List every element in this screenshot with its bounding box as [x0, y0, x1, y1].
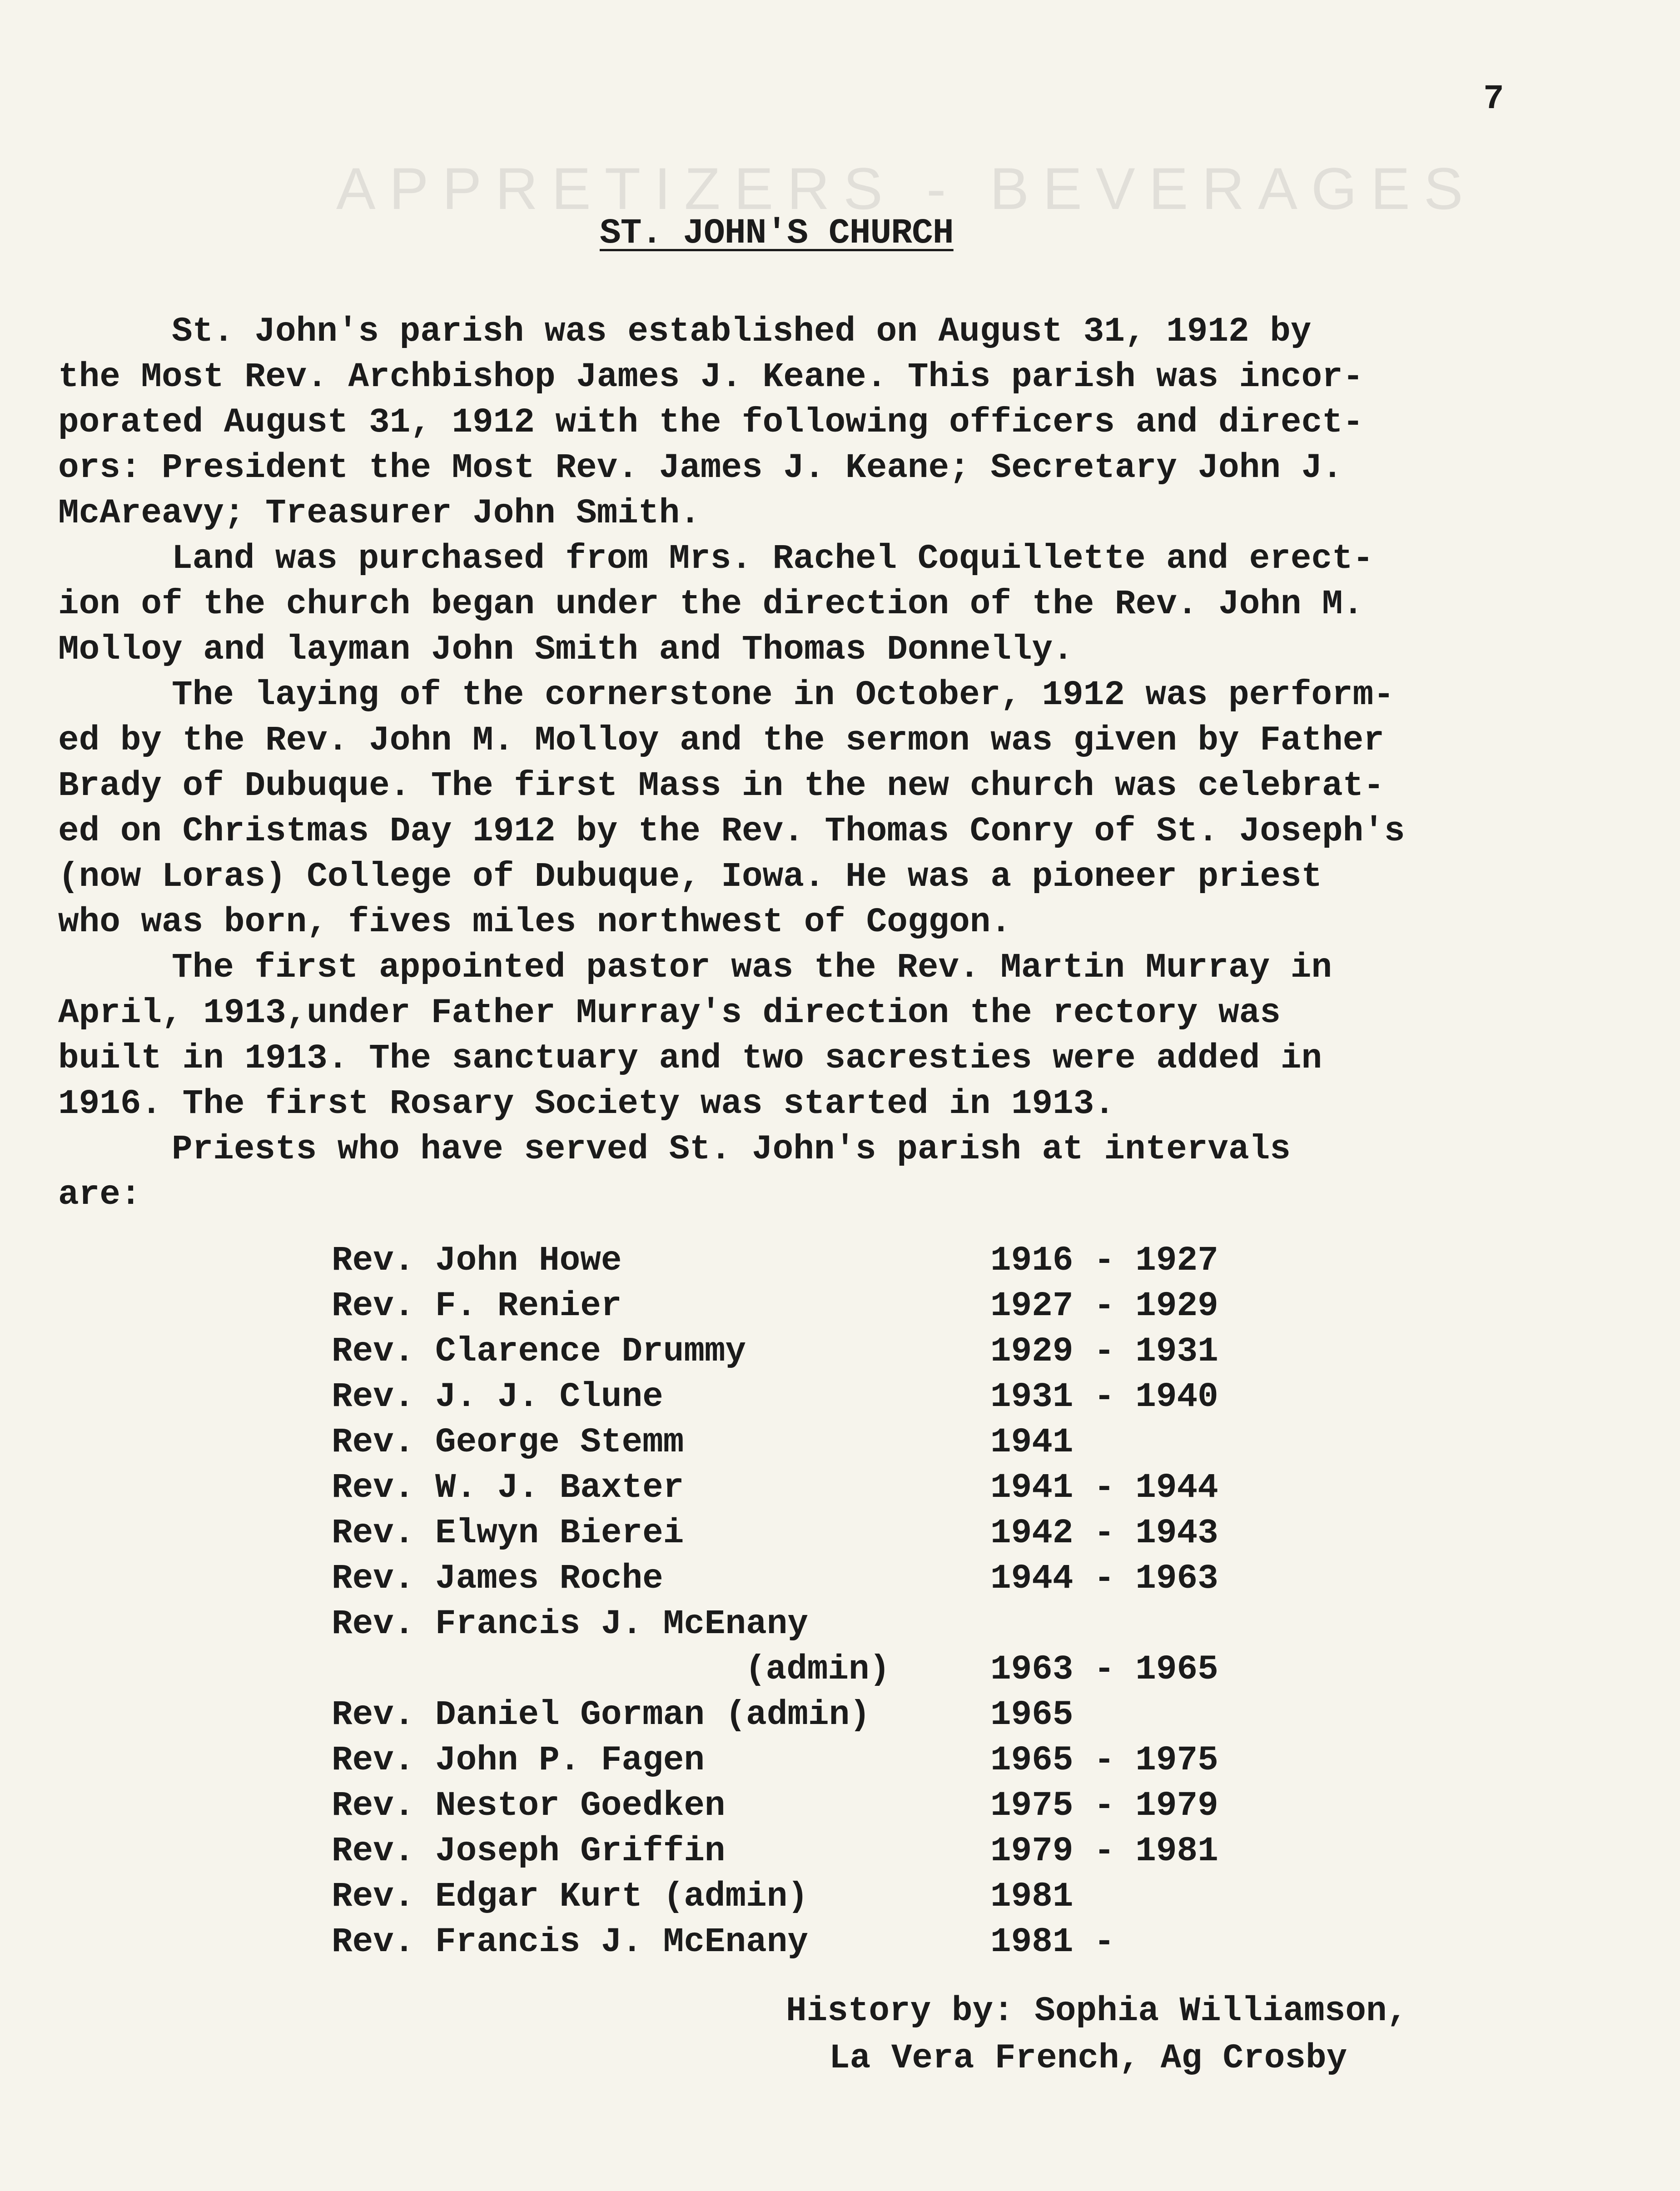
list-item — [332, 1510, 1263, 1556]
priest-name: Rev. F. Renier — [332, 1287, 622, 1326]
text-line: ion of the church began under the direction of the Rev. John M. — [58, 585, 1364, 624]
paragraph-priests-intro — [58, 1127, 1530, 1217]
paragraph-cornerstone — [58, 672, 1530, 945]
text-line: April, 1913,under Father Murray's direction the rectory was — [58, 994, 1281, 1033]
text-line: The laying of the cornerstone in October, 1912 was perform- — [172, 676, 1394, 715]
priest-years: 1931 - 1940 — [990, 1377, 1218, 1416]
priest-name: Rev. Daniel Gorman (admin) — [332, 1695, 870, 1734]
priest-years: 1975 - 1979 — [990, 1786, 1218, 1825]
text-line: ors: President the Most Rev. James J. Keane; Secretary John J. — [58, 448, 1343, 487]
text-line: are: — [58, 1175, 141, 1214]
text-line: ed on Christmas Day 1912 by the Rev. Thomas Conry of St. Joseph's — [58, 812, 1405, 851]
page-number: 7 — [1483, 79, 1504, 119]
list-item — [332, 1283, 1263, 1329]
bleed-through-heading: APPRETIZERS - BEVERAGES — [336, 155, 1477, 222]
priest-name: Rev. Nestor Goedken — [332, 1786, 726, 1825]
priest-name: Rev. Clarence Drummy — [332, 1332, 746, 1371]
priest-name: Rev. James Roche — [332, 1559, 663, 1598]
priest-name: Rev. Joseph Griffin — [332, 1832, 726, 1871]
text-line: Brady of Dubuque. The first Mass in the new church was celebrat- — [58, 766, 1384, 805]
list-item — [332, 1874, 1263, 1919]
priest-years: 1942 - 1943 — [990, 1514, 1218, 1553]
text-line: Molloy and layman John Smith and Thomas Donnelly. — [58, 630, 1074, 669]
priest-note: (admin) — [745, 1650, 890, 1689]
list-item — [332, 1238, 1263, 1283]
priest-name: Rev. Francis J. McEnany — [332, 1605, 808, 1644]
list-item — [332, 1828, 1263, 1874]
list-item — [332, 1738, 1263, 1783]
text-line: McAreavy; Treasurer John Smith. — [58, 494, 701, 533]
priest-name: Rev. John Howe — [332, 1241, 622, 1280]
credits-line: La Vera French, Ag Crosby — [829, 2039, 1347, 2078]
priest-years: 1965 - 1975 — [990, 1741, 1218, 1780]
credits-line: History by: Sophia Williamson, — [786, 1992, 1408, 2031]
priest-years: 1979 - 1981 — [990, 1832, 1218, 1871]
text-line: St. John's parish was established on August 31, 1912 by — [172, 312, 1312, 351]
priest-years: 1965 — [990, 1695, 1074, 1734]
paragraph-land — [58, 536, 1530, 672]
priest-years: 1941 — [990, 1423, 1074, 1462]
priest-years: 1944 - 1963 — [990, 1559, 1218, 1598]
priest-name: Rev. George Stemm — [332, 1423, 684, 1462]
priest-name: Rev. W. J. Baxter — [332, 1468, 684, 1507]
paragraph-establishment — [58, 309, 1530, 536]
history-credits — [786, 1987, 1407, 2082]
priest-name: Rev. Edgar Kurt (admin) — [332, 1877, 808, 1916]
paragraph-first-pastor — [58, 945, 1530, 1127]
page-title: ST. JOHN'S CHURCH — [600, 214, 954, 253]
priest-years: 1927 - 1929 — [990, 1287, 1218, 1326]
list-item — [332, 1420, 1263, 1465]
text-line: (now Loras) College of Dubuque, Iowa. He was a pioneer priest — [58, 857, 1322, 896]
text-line: the Most Rev. Archbishop James J. Keane. This parish was incor- — [58, 358, 1364, 397]
list-item — [332, 1783, 1263, 1828]
list-item — [332, 1692, 1263, 1738]
text-line: porated August 31, 1912 with the following officers and direct- — [58, 403, 1364, 442]
priest-years: 1929 - 1931 — [990, 1332, 1218, 1371]
priest-second-line — [332, 1647, 1263, 1692]
priests-list — [332, 1238, 1263, 1965]
text-line: 1916. The first Rosary Society was started in 1913. — [58, 1084, 1115, 1123]
priest-name: Rev. John P. Fagen — [332, 1741, 705, 1780]
priest-years: 1981 - — [990, 1923, 1115, 1962]
priest-years: 1916 - 1927 — [990, 1241, 1218, 1280]
text-line: who was born, fives miles northwest of Coggon. — [58, 903, 1011, 942]
priest-years: 1981 — [990, 1877, 1074, 1916]
list-item — [332, 1919, 1263, 1965]
text-line: Priests who have served St. John's parish at intervals — [172, 1130, 1291, 1169]
priest-name: Rev. Francis J. McEnany — [332, 1923, 808, 1962]
list-item — [332, 1329, 1263, 1374]
list-item — [332, 1465, 1263, 1510]
text-line: Land was purchased from Mrs. Rachel Coquillette and erect- — [172, 539, 1374, 578]
list-item — [332, 1374, 1263, 1420]
list-item — [332, 1556, 1263, 1601]
priest-name: Rev. J. J. Clune — [332, 1377, 663, 1416]
priest-years: 1963 - 1965 — [990, 1650, 1218, 1689]
list-item — [332, 1601, 1263, 1692]
priest-name: Rev. Elwyn Bierei — [332, 1514, 684, 1553]
text-line: built in 1913. The sanctuary and two sacresties were added in — [58, 1039, 1322, 1078]
text-line: The first appointed pastor was the Rev. Martin Murray in — [172, 948, 1332, 987]
text-line: ed by the Rev. John M. Molloy and the sermon was given by Father — [58, 721, 1384, 760]
priest-years: 1941 - 1944 — [990, 1468, 1218, 1507]
history-body — [58, 309, 1530, 1217]
